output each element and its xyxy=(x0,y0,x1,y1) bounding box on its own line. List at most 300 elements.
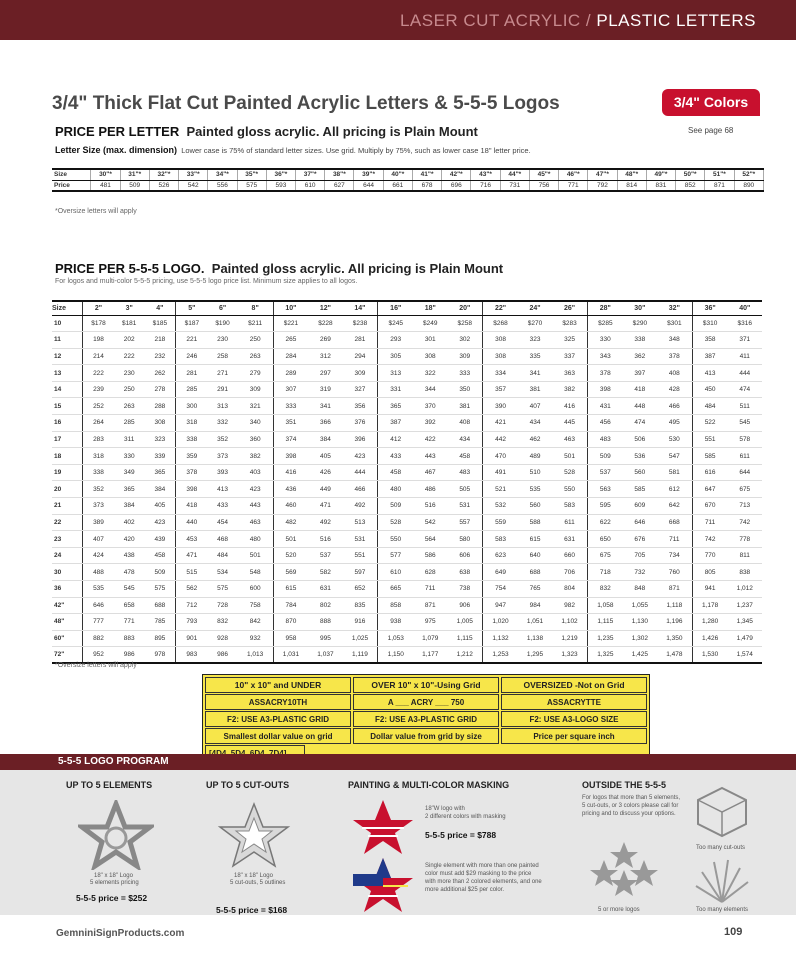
logo-price-cell: 311 xyxy=(114,431,144,448)
letter-section-heading xyxy=(55,124,478,139)
logo-price-cell: 489 xyxy=(518,448,552,465)
code-col2-line1: A ___ ACRY ___ 750 xyxy=(353,694,499,710)
letter-size-cell: 49"* xyxy=(646,169,675,180)
letter-size-cell: 52"* xyxy=(734,169,763,180)
logo-price-cell: 550 xyxy=(378,531,413,548)
logo-price-cell: 652 xyxy=(343,581,378,598)
logo-price-cell: 449 xyxy=(308,481,342,498)
letter-size-cell: 30"* xyxy=(91,169,120,180)
logo-price-cell: 542 xyxy=(413,514,447,531)
logo-price-cell: 802 xyxy=(308,597,342,614)
logo-price-cell: 337 xyxy=(552,348,587,365)
logo-price-cell: 483 xyxy=(587,431,622,448)
logo-price-cell: 384 xyxy=(144,481,175,498)
letter-price-cell: 890 xyxy=(734,180,763,191)
logo-price-cell: 393 xyxy=(207,464,237,481)
logo-price-cell: 281 xyxy=(176,365,207,382)
logo-price-cell: 583 xyxy=(552,498,587,515)
logo-price-cell: 271 xyxy=(207,365,237,382)
logo-price-cell: 352 xyxy=(207,431,237,448)
logo-price-cell: 1,115 xyxy=(447,630,482,647)
code-col3-line2: F2: USE A3-LOGO SIZE xyxy=(501,711,647,727)
logo-price-cell: 307 xyxy=(273,381,308,398)
logo-price-cell: 600 xyxy=(238,581,273,598)
logo-price-cell: 438 xyxy=(114,547,144,564)
logo-price-cell: $221 xyxy=(273,315,308,332)
letter-size-cell: 31"* xyxy=(120,169,149,180)
logo-price-cell: 325 xyxy=(552,332,587,349)
logo-price-cell: 343 xyxy=(587,348,622,365)
logo-price-cell: 436 xyxy=(273,481,308,498)
logo-price-cell: 1,235 xyxy=(587,630,622,647)
letter-price-cell: 696 xyxy=(442,180,471,191)
logo-price-cell: 318 xyxy=(83,448,114,465)
logo-price-cell: 516 xyxy=(413,498,447,515)
outside-text: For logos that more than 5 elements, 5 cut-outs, or 3 colors please call for pricing and to discuss your options. xyxy=(582,795,681,817)
logo-price-cell: 1,102 xyxy=(552,614,587,631)
logo-price-cell: 443 xyxy=(238,498,273,515)
logo-price-cell: 332 xyxy=(207,415,237,432)
logo-price-cell: 832 xyxy=(207,614,237,631)
logo-price-cell: 450 xyxy=(692,381,727,398)
letter-size-cell: 47"* xyxy=(588,169,617,180)
colors-badge[interactable]: 3/4" Colors xyxy=(662,89,760,116)
elements-title: UP TO 5 ELEMENTS xyxy=(66,780,153,790)
logo-price-cell: 530 xyxy=(657,431,692,448)
logo-table-header xyxy=(52,301,762,315)
logo-price-cell: 370 xyxy=(413,398,447,415)
logo-price-cell: 338 xyxy=(83,464,114,481)
cutout-star-icon xyxy=(216,800,292,870)
code-col3-line1: ASSACRYTTE xyxy=(501,694,647,710)
logo-table-row xyxy=(52,514,762,531)
letter-price-cell: 644 xyxy=(354,180,383,191)
see-page-note: See page 68 xyxy=(688,126,734,135)
logo-price-cell: 883 xyxy=(114,630,144,647)
logo-column-header: 18" xyxy=(413,301,447,315)
logo-price-cell: 458 xyxy=(447,448,482,465)
logo-column-header: Size xyxy=(52,301,83,315)
logo-price-cell: 770 xyxy=(692,547,727,564)
logo-price-cell: 1,051 xyxy=(518,614,552,631)
logo-price-cell: 728 xyxy=(207,597,237,614)
logo-price-cell: 365 xyxy=(114,481,144,498)
logo-price-cell: 357 xyxy=(483,381,518,398)
logo-section-heading xyxy=(55,261,503,276)
logo-price-cell: 359 xyxy=(176,448,207,465)
logo-table-row xyxy=(52,415,762,432)
logo-price-cell: 423 xyxy=(238,481,273,498)
logo-column-header: 32" xyxy=(657,301,692,315)
logo-price-cell: 1,150 xyxy=(378,647,413,664)
logo-price-cell: $301 xyxy=(657,315,692,332)
logo-price-cell: 644 xyxy=(728,464,762,481)
logo-column-header: 12" xyxy=(308,301,342,315)
logo-price-cell: 1,079 xyxy=(413,630,447,647)
logo-price-cell: 622 xyxy=(587,514,622,531)
logo-price-cell: 532 xyxy=(483,498,518,515)
logo-price-cell: 278 xyxy=(144,381,175,398)
logo-column-header: 30" xyxy=(623,301,657,315)
logo-price-cell: 382 xyxy=(238,448,273,465)
logo-price-cell: 460 xyxy=(273,498,308,515)
logo-price-cell: 374 xyxy=(273,431,308,448)
logo-price-cell: 281 xyxy=(343,332,378,349)
logo-price-cell: 333 xyxy=(447,365,482,382)
logo-price-cell: 398 xyxy=(273,448,308,465)
logo-price-cell: 1,132 xyxy=(483,630,518,647)
logo-price-cell: 265 xyxy=(273,332,308,349)
logo-price-cell: 658 xyxy=(114,597,144,614)
logo-size-cell: 23 xyxy=(52,531,83,548)
logo-price-cell: $190 xyxy=(207,315,237,332)
logo-price-cell: 305 xyxy=(378,348,413,365)
logo-price-cell: 501 xyxy=(552,448,587,465)
logo-price-cell: 471 xyxy=(308,498,342,515)
code-col3-line3: Price per square inch xyxy=(501,728,647,744)
logo-price-cell: 606 xyxy=(447,547,482,564)
logo-price-cell: 1,178 xyxy=(692,597,727,614)
logo-table-row xyxy=(52,481,762,498)
logo-price-cell: 1,425 xyxy=(623,647,657,664)
logo-table-row xyxy=(52,448,762,465)
logo-price-cell: 297 xyxy=(308,365,342,382)
page-title: 3/4" Thick Flat Cut Painted Acrylic Letters & 5-5-5 Logos xyxy=(52,93,560,114)
logo-price-cell: 793 xyxy=(176,614,207,631)
logo-price-cell: 705 xyxy=(623,547,657,564)
letter-price-table xyxy=(52,168,764,192)
logo-price-cell: 420 xyxy=(114,531,144,548)
logo-price-cell: 938 xyxy=(378,614,413,631)
logo-price-cell: 264 xyxy=(83,415,114,432)
logo-price-cell: 742 xyxy=(728,514,762,531)
logo-price-cell: 309 xyxy=(343,365,378,382)
logo-price-cell: 308 xyxy=(144,415,175,432)
logo-price-cell: 285 xyxy=(114,415,144,432)
logo-price-cell: $268 xyxy=(483,315,518,332)
logo-price-cell: 551 xyxy=(343,547,378,564)
logo-price-cell: 334 xyxy=(483,365,518,382)
letter-size-note xyxy=(55,145,531,155)
logo-table-row xyxy=(52,564,762,581)
letter-price-row xyxy=(52,180,764,191)
letter-price-label: Price xyxy=(52,180,91,191)
logo-price-cell: 279 xyxy=(238,365,273,382)
outside-title: OUTSIDE THE 5-5-5 xyxy=(582,780,667,790)
logo-price-cell: 468 xyxy=(207,531,237,548)
letter-price-cell: 627 xyxy=(325,180,354,191)
logo-price-cell: 765 xyxy=(518,581,552,598)
logo-price-cell: 289 xyxy=(273,365,308,382)
letter-price-cell: 716 xyxy=(471,180,500,191)
logo-price-cell: 338 xyxy=(623,332,657,349)
logo-price-cell: 463 xyxy=(238,514,273,531)
logo-size-cell: 60" xyxy=(52,630,83,647)
logo-price-cell: 407 xyxy=(83,531,114,548)
logo-price-cell: 246 xyxy=(176,348,207,365)
logo-size-cell: 17 xyxy=(52,431,83,448)
logo-price-cell: $187 xyxy=(176,315,207,332)
logo-price-cell: 848 xyxy=(623,581,657,598)
logo-price-cell: 675 xyxy=(587,547,622,564)
logo-price-cell: 239 xyxy=(83,381,114,398)
logo-price-cell: 483 xyxy=(447,464,482,481)
logo-size-cell: 13 xyxy=(52,365,83,382)
logo-size-cell: 30 xyxy=(52,564,83,581)
logo-price-cell: 1,196 xyxy=(657,614,692,631)
outside-caption-1: Too many cut-outs xyxy=(696,845,746,851)
logo-price-cell: 444 xyxy=(343,464,378,481)
category-main: PLASTIC LETTERS xyxy=(596,11,756,30)
logo-price-cell: 387 xyxy=(378,415,413,432)
logo-price-cell: 330 xyxy=(114,448,144,465)
logo-price-cell: 418 xyxy=(176,498,207,515)
logo-price-cell: 378 xyxy=(657,348,692,365)
logo-price-cell: 557 xyxy=(447,514,482,531)
logo-price-cell: 466 xyxy=(343,481,378,498)
logo-price-cell: 586 xyxy=(413,547,447,564)
logo-price-cell: 463 xyxy=(552,431,587,448)
logo-column-header: 5" xyxy=(176,301,207,315)
burst-logo-icon xyxy=(692,856,752,906)
logo-price-cell: 1,005 xyxy=(447,614,482,631)
logo-price-cell: 511 xyxy=(728,398,762,415)
logo-price-cell: 647 xyxy=(692,481,727,498)
logo-price-cell: 222 xyxy=(83,365,114,382)
logo-price-cell: 284 xyxy=(273,348,308,365)
logo-price-cell: 1,025 xyxy=(343,630,378,647)
logo-price-cell: 408 xyxy=(657,365,692,382)
logo-price-cell: 1,295 xyxy=(518,647,552,664)
logo-price-cell: $181 xyxy=(114,315,144,332)
logo-price-cell: 474 xyxy=(623,415,657,432)
logo-price-cell: 838 xyxy=(728,564,762,581)
logo-price-table xyxy=(52,300,762,664)
logo-price-cell: 1,237 xyxy=(728,597,762,614)
logo-price-cell: 771 xyxy=(114,614,144,631)
letter-price-cell: 771 xyxy=(559,180,588,191)
logo-price-cell: 349 xyxy=(114,464,144,481)
logo-price-cell: 548 xyxy=(238,564,273,581)
logo-size-cell: 72" xyxy=(52,647,83,664)
letter-footnote: *Oversize letters will apply xyxy=(55,208,137,215)
logo-price-cell: 294 xyxy=(343,348,378,365)
logo-price-cell: 947 xyxy=(483,597,518,614)
logo-price-cell: 376 xyxy=(343,415,378,432)
logo-size-cell: 12 xyxy=(52,348,83,365)
letter-price-cell: 610 xyxy=(296,180,325,191)
logo-price-cell: 952 xyxy=(83,647,114,664)
logo-price-cell: $238 xyxy=(343,315,378,332)
logo-price-cell: 323 xyxy=(518,332,552,349)
logo-size-cell: 18 xyxy=(52,448,83,465)
logo-price-cell: 676 xyxy=(623,531,657,548)
logo-price-cell: 371 xyxy=(728,332,762,349)
logo-price-cell: 323 xyxy=(144,431,175,448)
logo-table-row xyxy=(52,315,762,332)
logo-price-cell: 1,426 xyxy=(692,630,727,647)
code-col2-head: OVER 10" x 10"-Using Grid xyxy=(353,677,499,693)
logo-price-cell: 895 xyxy=(144,630,175,647)
logo-price-cell: 467 xyxy=(413,464,447,481)
logo-price-cell: 492 xyxy=(308,514,342,531)
logo-price-cell: 711 xyxy=(413,581,447,598)
logo-price-cell: 418 xyxy=(623,381,657,398)
logo-price-cell: $178 xyxy=(83,315,114,332)
logo-price-cell: 983 xyxy=(176,647,207,664)
logo-price-cell: 811 xyxy=(728,547,762,564)
logo-price-cell: 480 xyxy=(378,481,413,498)
logo-price-cell: 313 xyxy=(207,398,237,415)
logo-size-cell: 20 xyxy=(52,481,83,498)
logo-price-cell: 411 xyxy=(728,348,762,365)
elements-dim: 18" x 18" Logo xyxy=(94,873,133,879)
letter-size-cell: 42"* xyxy=(442,169,471,180)
logo-price-cell: 301 xyxy=(413,332,447,349)
logo-price-cell: 975 xyxy=(413,614,447,631)
logo-price-cell: 732 xyxy=(623,564,657,581)
logo-price-cell: 580 xyxy=(447,531,482,548)
logo-column-header: 4" xyxy=(144,301,175,315)
letter-price-cell: 731 xyxy=(500,180,529,191)
logo-price-cell: 285 xyxy=(176,381,207,398)
logo-price-cell: 581 xyxy=(657,464,692,481)
logo-price-cell: 362 xyxy=(623,348,657,365)
logo-table-row xyxy=(52,365,762,382)
logo-column-header: 26" xyxy=(552,301,587,315)
logo-price-cell: 583 xyxy=(483,531,518,548)
logo-column-header: 14" xyxy=(343,301,378,315)
logo-price-cell: 778 xyxy=(728,531,762,548)
logo-price-cell: 1,055 xyxy=(623,597,657,614)
letter-note-text: Lower case is 75% of standard letter sizes. Use grid. Multiply by 75%, such as lower case 18" letter price. xyxy=(181,146,531,155)
logo-table-row xyxy=(52,381,762,398)
logo-price-cell: 760 xyxy=(657,564,692,581)
logo-price-cell: 456 xyxy=(587,415,622,432)
logo-price-cell: 516 xyxy=(308,531,342,548)
logo-price-cell: $285 xyxy=(587,315,622,332)
logo-price-cell: 928 xyxy=(207,630,237,647)
logo-price-cell: 535 xyxy=(83,581,114,598)
logo-table-row xyxy=(52,614,762,631)
logo-price-cell: 1,574 xyxy=(728,647,762,664)
logo-price-cell: 1,323 xyxy=(552,647,587,664)
logo-price-cell: 646 xyxy=(83,597,114,614)
logo-column-header: 8" xyxy=(238,301,273,315)
code-col2-line2: F2: USE A3-PLASTIC GRID xyxy=(353,711,499,727)
logo-size-cell: 19 xyxy=(52,464,83,481)
logo-price-cell: 300 xyxy=(176,398,207,415)
logo-price-cell: 321 xyxy=(238,398,273,415)
logo-price-cell: 978 xyxy=(144,647,175,664)
logo-price-cell: 358 xyxy=(692,332,727,349)
logo-price-cell: 832 xyxy=(587,581,622,598)
logo-price-cell: 870 xyxy=(273,614,308,631)
footer-website[interactable]: GemniniSignProducts.com xyxy=(56,928,185,939)
logo-price-cell: 505 xyxy=(447,481,482,498)
logo-price-cell: 871 xyxy=(657,581,692,598)
logo-price-cell: 405 xyxy=(308,448,342,465)
logo-price-cell: 888 xyxy=(308,614,342,631)
logo-price-cell: 615 xyxy=(273,581,308,598)
logo-table-row xyxy=(52,348,762,365)
logo-price-cell: $283 xyxy=(552,315,587,332)
logo-price-cell: 842 xyxy=(238,614,273,631)
letter-price-cell: 481 xyxy=(91,180,120,191)
letter-price-cell: 661 xyxy=(383,180,412,191)
header-bar xyxy=(0,0,796,40)
painting-dim: 18"W logo with xyxy=(425,806,465,812)
logo-column-header: 40" xyxy=(728,301,762,315)
logo-table-row xyxy=(52,647,762,664)
logo-price-cell: 373 xyxy=(83,498,114,515)
painting-title: PAINTING & MULTI-COLOR MASKING xyxy=(348,780,510,790)
logo-price-cell: $258 xyxy=(447,315,482,332)
logo-price-cell: 1,020 xyxy=(483,614,518,631)
logo-price-cell: 338 xyxy=(176,431,207,448)
code-col1-line2: F2: USE A3-PLASTIC GRID xyxy=(205,711,351,727)
logo-price-cell: 413 xyxy=(207,481,237,498)
logo-price-cell: 597 xyxy=(343,564,378,581)
logo-price-cell: 531 xyxy=(447,498,482,515)
logo-price-cell: 340 xyxy=(238,415,273,432)
logo-price-cell: 545 xyxy=(114,581,144,598)
logo-table-row xyxy=(52,431,762,448)
logo-price-cell: 373 xyxy=(207,448,237,465)
logo-price-cell: 403 xyxy=(238,464,273,481)
logo-price-cell: 360 xyxy=(238,431,273,448)
logo-price-cell: 308 xyxy=(483,332,518,349)
logo-price-cell: 1,302 xyxy=(623,630,657,647)
logo-price-cell: 381 xyxy=(447,398,482,415)
painting-note: Single element with more than one painted color must add $29 masking to the price with more than 2 colored elements, and one more additional $25 per color. xyxy=(425,863,542,893)
logo-price-cell: 313 xyxy=(378,365,413,382)
logo-price-cell: 433 xyxy=(378,448,413,465)
logo-price-cell: 431 xyxy=(587,398,622,415)
logo-price-cell: 351 xyxy=(273,415,308,432)
logo-price-cell: 445 xyxy=(552,415,587,432)
program-title: 5-5-5 LOGO PROGRAM xyxy=(58,756,169,767)
logo-price-cell: 480 xyxy=(238,531,273,548)
logo-price-cell: 1,478 xyxy=(657,647,692,664)
logo-price-cell: 804 xyxy=(552,581,587,598)
category-muted: LASER CUT ACRYLIC / xyxy=(399,11,592,30)
logo-price-cell: 341 xyxy=(308,398,342,415)
logo-price-cell: 335 xyxy=(518,348,552,365)
logo-price-cell: 785 xyxy=(144,614,175,631)
logo-price-cell: 531 xyxy=(343,531,378,548)
logo-price-cell: 486 xyxy=(413,481,447,498)
elements-count: 5 elements pricing xyxy=(90,880,139,886)
letter-price-cell: 542 xyxy=(179,180,208,191)
logo-size-cell: 24 xyxy=(52,547,83,564)
letter-price-cell: 852 xyxy=(676,180,705,191)
letter-size-cell: 36"* xyxy=(266,169,295,180)
logo-price-cell: 712 xyxy=(176,597,207,614)
logo-price-cell: 547 xyxy=(657,448,692,465)
logo-price-cell: 308 xyxy=(483,348,518,365)
logo-price-cell: 536 xyxy=(623,448,657,465)
logo-price-cell: 1,115 xyxy=(587,614,622,631)
logo-price-cell: 1,118 xyxy=(657,597,692,614)
logo-price-cell: 510 xyxy=(518,464,552,481)
logo-price-cell: 522 xyxy=(692,415,727,432)
logo-column-header: 2" xyxy=(83,301,114,315)
letter-size-cell: 48"* xyxy=(617,169,646,180)
logo-column-header: 20" xyxy=(447,301,482,315)
logo-price-cell: 742 xyxy=(692,531,727,548)
logo-price-cell: 222 xyxy=(114,348,144,365)
